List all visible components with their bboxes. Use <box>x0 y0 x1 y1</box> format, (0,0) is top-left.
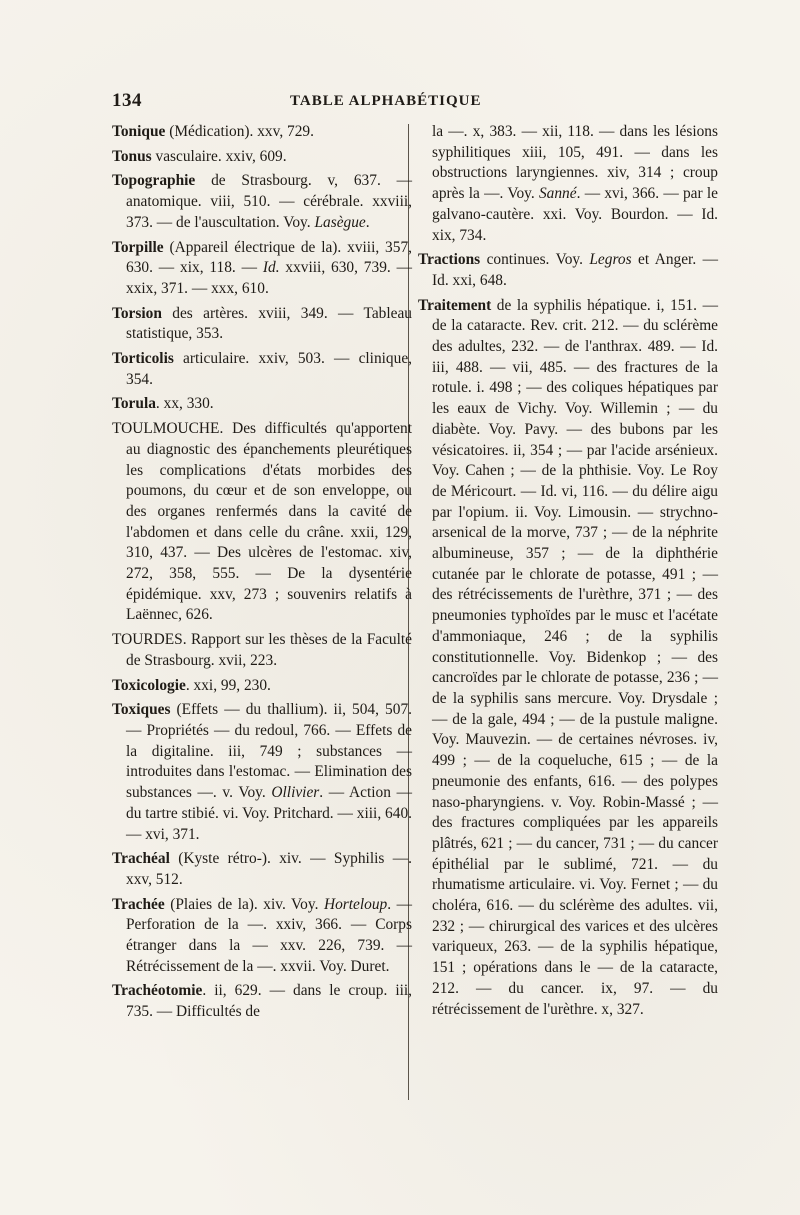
index-entry-continuation <box>418 122 718 246</box>
entry-text: (Médication). xxv, 729. <box>165 123 314 140</box>
index-entry <box>112 676 412 697</box>
entry-text: . ii, 629. — dans le croup. iii, 735. — Difficultés de <box>126 982 412 1021</box>
right-column <box>418 122 718 1024</box>
index-entry <box>112 349 412 390</box>
entry-text: (Kyste rétro-). xiv. — Syphilis —. xxv, 512. <box>126 850 412 888</box>
entry-heading: Tractions <box>418 251 481 269</box>
entry-text: (Effets — du thallium). ii, 504, 507. — Propriétés — du redoul, 766. — Effets de la digitaline. iii, 749 ; substances — introduites dans l'estomac. — Elimination des substances —. v. Voy. <box>126 701 412 802</box>
entry-heading: Tonique <box>112 123 166 140</box>
index-entry <box>112 238 412 300</box>
running-title: TABLE ALPHABÉTIQUE <box>290 93 482 109</box>
page-header <box>112 90 702 116</box>
entry-heading: Torula <box>112 395 156 413</box>
entry-text: . xxi, 99, 230. <box>185 676 271 694</box>
entry-text: de Strasbourg. v, 637. — anatomique. viii, 510. — cérébrale. xxviii, 373. — de l'auscultation. Voy. <box>126 172 412 231</box>
entry-heading: Toxicologie <box>112 676 186 694</box>
entry-heading: Topographie <box>112 172 196 190</box>
entry-text-tail: . — Action — du tartre stibié. vi. Voy. Pritchard. — xiii, 640. — xvi, 371. <box>126 784 412 843</box>
index-entry <box>112 895 412 978</box>
entry-reference: Sanné <box>538 185 577 203</box>
entry-text: de la syphilis hépatique. i, 151. — de la cataracte. Rev. crit. 212. — du sclérème des adultes, 232. — de l'anthrax. 489. — Id. iii, 488. — vii, 485. — des fractures de la rotule. i. 498 ; — des coliques hépatiques par les eaux de Vichy. Voy. Willemin ; — du diabète. Voy. Pavy. — des bubons par les vésicatoires. ii, 354 ; — par l'acide arsénieux. Voy. Cahen ; — de la phthisie. Voy. Le Roy de Méricourt. — Id. vi, 116. — du délire aigu par l'opium. ii. Voy. Limousin. — strychno-arsenical de la morve, 737 ; — de la néphrite albumineuse, 357 ; — de la diphthérie cutanée par le chlorate de potasse, 491 ; — des rétrécissements de l'urèthre, 371 ; — des pneumonies typhoïdes par le musc et l'acétate d'ammoniaque, 246 ; de la syphilis constitutionnelle. Voy. Bidenkop ; — des cancroïdes par le chlorate de potasse, 236 ; — de la syphilis sans mercure. Voy. Drysdale ; — de la gale, 494 ; — de la pustule maligne. Voy. Mauvezin. — de certaines névroses. iv, 499 ; — de la coqueluche, 615 ; — de la pneumonie des enfants, 616. — des polypes naso-pharyngiens. v. Voy. Robin-Massé ; — des fractures compliquées par les appareils plâtrés, 621 ; — du cancer, 731 ; — du cancer épithélial par le sublimé, 721. — du rhumatisme articulaire. vi. Voy. Fernet ; — du choléra, 616. — du sclérème des adultes. vii, 232 ; — chirurgical des varices et des ulcères variqueux, 263. — de la syphilis hépatique, 151 ; opérations dans le — de la cataracte, 212. — du cancer. ix, 97. — du rétrécissement de l'urèthre. x, 327. <box>432 296 718 1018</box>
entry-heading: Tonus <box>112 147 152 165</box>
author-entry <box>112 630 412 671</box>
author-entry <box>112 419 412 626</box>
entry-reference: Horteloup <box>323 895 388 913</box>
entry-heading: Trachéal <box>112 850 170 868</box>
entry-text-tail: . — xvi, 366. — par le galvano-cautère. xxi. Voy. Bourdon. — Id. xix, 734. <box>432 185 718 244</box>
entry-text: vasculaire. xxiv, 609. <box>151 147 287 165</box>
index-entry <box>112 147 412 168</box>
entry-heading: Trachée <box>112 895 165 913</box>
entry-text-tail: . — Perforation de la —. xxiv, 366. — Corps étranger dans la — xxv. 226, 739. — Rétrécissement de la —. xxvii. Voy. Duret. <box>126 895 412 975</box>
entry-text: (Appareil électrique de la). xviii, 357, 630. — xix, 118. — <box>126 238 412 277</box>
entry-text: des artères. xviii, 349. — Tableau statistique, 353. <box>126 304 412 343</box>
entry-text: TOURDES. Rapport sur les thèses de la Faculté de Strasbourg. xvii, 223. <box>112 631 412 669</box>
entry-heading: Toxiques <box>112 701 171 719</box>
entry-text-tail: xxviii, 630, 739. — xxix, 371. — xxx, 610. <box>126 259 412 297</box>
entry-text-tail: et Anger. — Id. xxi, 648. <box>432 251 718 289</box>
index-entry <box>418 250 718 291</box>
index-entry <box>112 849 412 890</box>
entry-reference: Lasègue <box>314 213 366 231</box>
left-column <box>112 122 412 1027</box>
entry-text: TOULMOUCHE. Des difficultés qu'apportent au diagnostic des épanchements pleurétiques les complications d'états morbides des poumons, du cœur et de son enveloppe, ou des organes renfermés dans la cavité de l'abdomen et dans celle du crâne. xxii, 129, 310, 437. — Des ulcères de l'estomac. xiv, 272, 358, 555. — De la dysentérie épidémique. xxv, 273 ; souvenirs relatifs à Laënnec, 626. <box>112 420 412 624</box>
index-entry <box>112 304 412 345</box>
index-entry <box>112 981 412 1022</box>
entry-text: . xx, 330. <box>155 395 214 413</box>
index-entry <box>418 296 718 1021</box>
entry-text: articulaire. xxiv, 503. — clinique, 354. <box>126 350 412 388</box>
entry-text: la —. x, 383. — xii, 118. — dans les lésions syphilitiques xiii, 105, 491. — dans les obstructions laryngiennes. xiv, 314 ; croup après la —. Voy. <box>432 123 718 203</box>
entry-heading: Trachéotomie <box>112 982 203 1000</box>
entry-text: continues. Voy. <box>480 251 590 269</box>
index-entry <box>112 171 412 233</box>
entry-reference: Legros <box>589 251 632 269</box>
entry-heading: Torpille <box>112 238 164 256</box>
entry-heading: Traitement <box>418 296 492 314</box>
entry-text-tail: . <box>365 213 370 231</box>
page-number: 134 <box>112 90 142 111</box>
entry-text: (Plaies de la). xiv. Voy. <box>164 895 324 913</box>
index-entry <box>112 394 412 415</box>
entry-heading: Torsion <box>112 304 162 322</box>
entry-reference: Id. <box>262 259 280 277</box>
entry-heading: Torticolis <box>112 350 174 368</box>
index-entry <box>112 122 412 143</box>
entry-reference: Ollivier <box>271 784 320 802</box>
index-entry <box>112 700 412 845</box>
